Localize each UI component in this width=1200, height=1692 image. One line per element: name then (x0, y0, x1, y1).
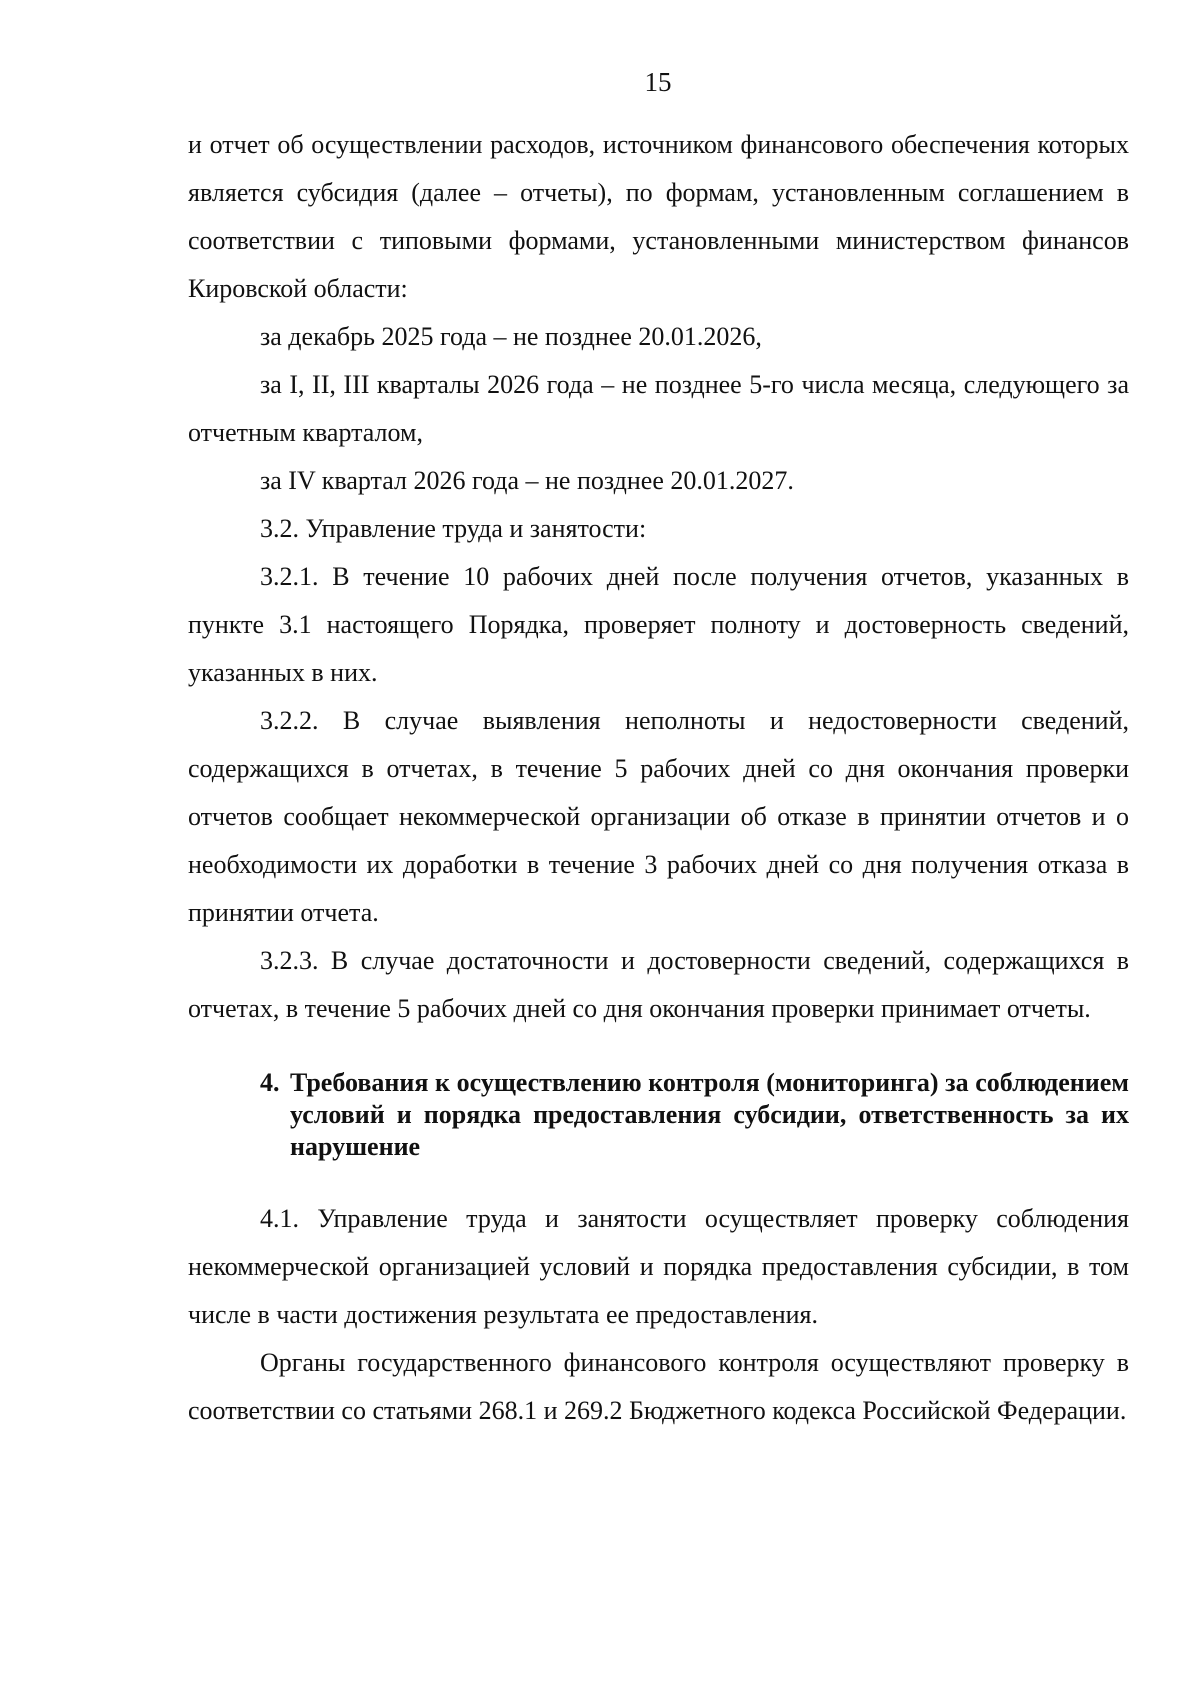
paragraph-deadline-q4: за IV квартал 2026 года – не позднее 20.01.2027. (260, 466, 794, 495)
paragraph-3-2-1: 3.2.1. В течение 10 рабочих дней после получения отчетов, указанных в пункте 3.1 настоящего Порядка, проверяет полноту и достоверность сведений, указанных в них. (188, 562, 1129, 687)
section-4-number: 4. (260, 1068, 280, 1097)
paragraph-deadline-quarters: за I, II, III кварталы 2026 года – не позднее 5-го числа месяца, следующего за отчетным кварталом, (188, 370, 1129, 447)
paragraph-3-2-3: 3.2.3. В случае достаточности и достоверности сведений, содержащихся в отчетах, в течение 5 рабочих дней со дня окончания проверки принимает отчеты. (188, 946, 1129, 1023)
paragraph-3-2: 3.2. Управление труда и занятости: (260, 514, 647, 543)
section-4-heading (188, 1067, 1129, 1163)
document-body (188, 121, 1129, 1435)
paragraph-deadline-december: за декабрь 2025 года – не позднее 20.01.2026, (260, 322, 762, 351)
paragraph-financial-control: Органы государственного финансового контроля осуществляют проверку в соответствии со статьями 268.1 и 269.2 Бюджетного кодекса Российской Федерации. (188, 1348, 1129, 1425)
page-number: 15 (644, 67, 672, 97)
paragraph-4-1: 4.1. Управление труда и занятости осуществляет проверку соблюдения некоммерческой организацией условий и порядка предоставления субсидии, в том числе в части достижения результата ее предоставления. (188, 1204, 1129, 1329)
paragraph-reports-intro: и отчет об осуществлении расходов, источником финансового обеспечения которых является субсидия (далее – отчеты), по формам, установленным соглашением в соответствии с типовыми формами, установленными министерством финансов Кировской области: (188, 130, 1129, 303)
paragraph-3-2-2: 3.2.2. В случае выявления неполноты и недостоверности сведений, содержащихся в отчетах, в течение 5 рабочих дней со дня окончания проверки отчетов сообщает некоммерческой организации об отказе в принятии отчетов и о необходимости их доработки в течение 3 рабочих дней со дня получения отказа в принятии отчета. (188, 706, 1129, 927)
section-4-title: Требования к осуществлению контроля (мониторинга) за соблюдением условий и порядка предоставления субсидии, ответственность за их нарушение (290, 1068, 1129, 1161)
